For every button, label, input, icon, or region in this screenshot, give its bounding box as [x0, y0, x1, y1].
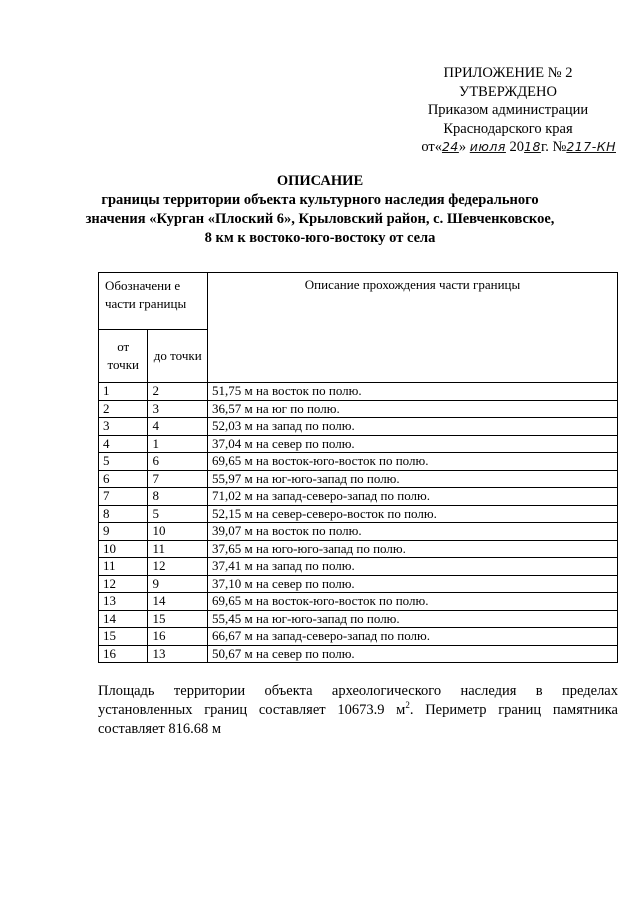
document-heading [80, 172, 560, 248]
description-cell: 52,15 м на север-северо-восток по полю. [208, 505, 618, 523]
table-row [99, 558, 618, 576]
date-mid: » [458, 139, 467, 155]
to-point-cell: 10 [148, 523, 208, 541]
from-point-cell: 6 [99, 470, 148, 488]
from-point-cell: 5 [99, 453, 148, 471]
table-row [99, 383, 618, 401]
description-cell: 39,07 м на восток по полю. [208, 523, 618, 541]
area-perimeter-paragraph [98, 682, 618, 739]
subtitle-line-3: 8 км к востоко-юго-востоку от села [204, 230, 436, 246]
table-row [99, 540, 618, 558]
from-point-cell: 10 [99, 540, 148, 558]
table-row [99, 488, 618, 506]
area-text: Площадь территории объекта археологического наследия в пределах установленных границ составляет 10673.9 м [98, 683, 618, 718]
description-cell: 37,10 м на север по полю. [208, 575, 618, 593]
from-point-cell: 2 [99, 400, 148, 418]
from-point-cell: 7 [99, 488, 148, 506]
to-point-cell: 9 [148, 575, 208, 593]
from-point-cell: 3 [99, 418, 148, 436]
to-point-cell: 3 [148, 400, 208, 418]
description-cell: 50,67 м на север по полю. [208, 645, 618, 663]
from-point-cell: 11 [99, 558, 148, 576]
table-row [99, 523, 618, 541]
table-row [99, 470, 618, 488]
appendix-label: ПРИЛОЖЕНИЕ № 2 [443, 65, 573, 81]
description-cell: 37,41 м на запад по полю. [208, 558, 618, 576]
description-cell: 52,03 м на запад по полю. [208, 418, 618, 436]
table-row [99, 593, 618, 611]
from-point-cell: 4 [99, 435, 148, 453]
table-row [99, 435, 618, 453]
table-body [99, 383, 618, 663]
area-unit-exponent: 2 [405, 700, 410, 711]
date-day: 24 [441, 139, 459, 154]
date-year-prefix: 20 [509, 139, 525, 155]
to-point-cell: 16 [148, 628, 208, 646]
description-cell: 69,65 м на восток-юго-восток по полю. [208, 593, 618, 611]
description-cell: 55,45 м на юг-юго-запад по полю. [208, 610, 618, 628]
header-to-point: до точки [148, 330, 208, 383]
description-cell: 55,97 м на юг-юго-запад по полю. [208, 470, 618, 488]
to-point-cell: 7 [148, 470, 208, 488]
table-row [99, 628, 618, 646]
from-point-cell: 8 [99, 505, 148, 523]
table-row [99, 645, 618, 663]
table-row [99, 505, 618, 523]
table-row [99, 453, 618, 471]
boundary-table [98, 272, 618, 663]
approval-block [400, 64, 616, 157]
date-year: 18 [524, 139, 541, 154]
from-point-cell: 14 [99, 610, 148, 628]
region-label: Краснодарского края [443, 120, 573, 137]
to-point-cell: 13 [148, 645, 208, 663]
from-point-cell: 13 [99, 593, 148, 611]
table-row [99, 575, 618, 593]
date-year-suffix: г. № [540, 139, 567, 155]
to-point-cell: 4 [148, 418, 208, 436]
order-label: Приказом администрации [427, 102, 589, 118]
table-row [99, 400, 618, 418]
from-point-cell: 15 [99, 628, 148, 646]
to-point-cell: 5 [148, 505, 208, 523]
description-cell: 37,65 м на юго-юго-запад по полю. [208, 540, 618, 558]
from-point-cell: 9 [99, 523, 148, 541]
to-point-cell: 6 [148, 453, 208, 471]
description-cell: 66,67 м на запад-северо-запад по полю. [208, 628, 618, 646]
to-point-cell: 2 [148, 383, 208, 401]
document-title: ОПИСАНИЕ [276, 173, 364, 189]
description-cell: 36,57 м на юг по полю. [208, 400, 618, 418]
to-point-cell: 1 [148, 435, 208, 453]
header-from-point: от точки [99, 330, 148, 383]
header-boundary-part: Обозначени е части границы [99, 273, 208, 330]
description-cell: 51,75 м на восток по полю. [208, 383, 618, 401]
description-cell: 69,65 м на восток-юго-восток по полю. [208, 453, 618, 471]
table-row [99, 418, 618, 436]
to-point-cell: 11 [148, 540, 208, 558]
description-cell: 71,02 м на запад-северо-запад по полю. [208, 488, 618, 506]
from-point-cell: 16 [99, 645, 148, 663]
subtitle-line-1: границы территории объекта культурного наследия федерального [101, 192, 539, 208]
to-point-cell: 8 [148, 488, 208, 506]
to-point-cell: 12 [148, 558, 208, 576]
order-date-line [400, 138, 616, 157]
to-point-cell: 15 [148, 610, 208, 628]
header-description: Описание прохождения части границы [208, 273, 618, 383]
from-point-cell: 1 [99, 383, 148, 401]
date-month: июля [469, 139, 506, 154]
from-point-cell: 12 [99, 575, 148, 593]
order-number: 217-КН [566, 139, 616, 154]
to-point-cell: 14 [148, 593, 208, 611]
table-row [99, 610, 618, 628]
date-prefix: от« [421, 139, 442, 155]
perimeter-text: . Периметр границ памятника составляет 816.68 м [98, 702, 618, 737]
approved-label: УТВЕРЖДЕНО [459, 83, 557, 100]
description-cell: 37,04 м на север по полю. [208, 435, 618, 453]
subtitle-line-2: значения «Курган «Плоский 6», Крыловский район, с. Шевченковское, [85, 211, 555, 227]
